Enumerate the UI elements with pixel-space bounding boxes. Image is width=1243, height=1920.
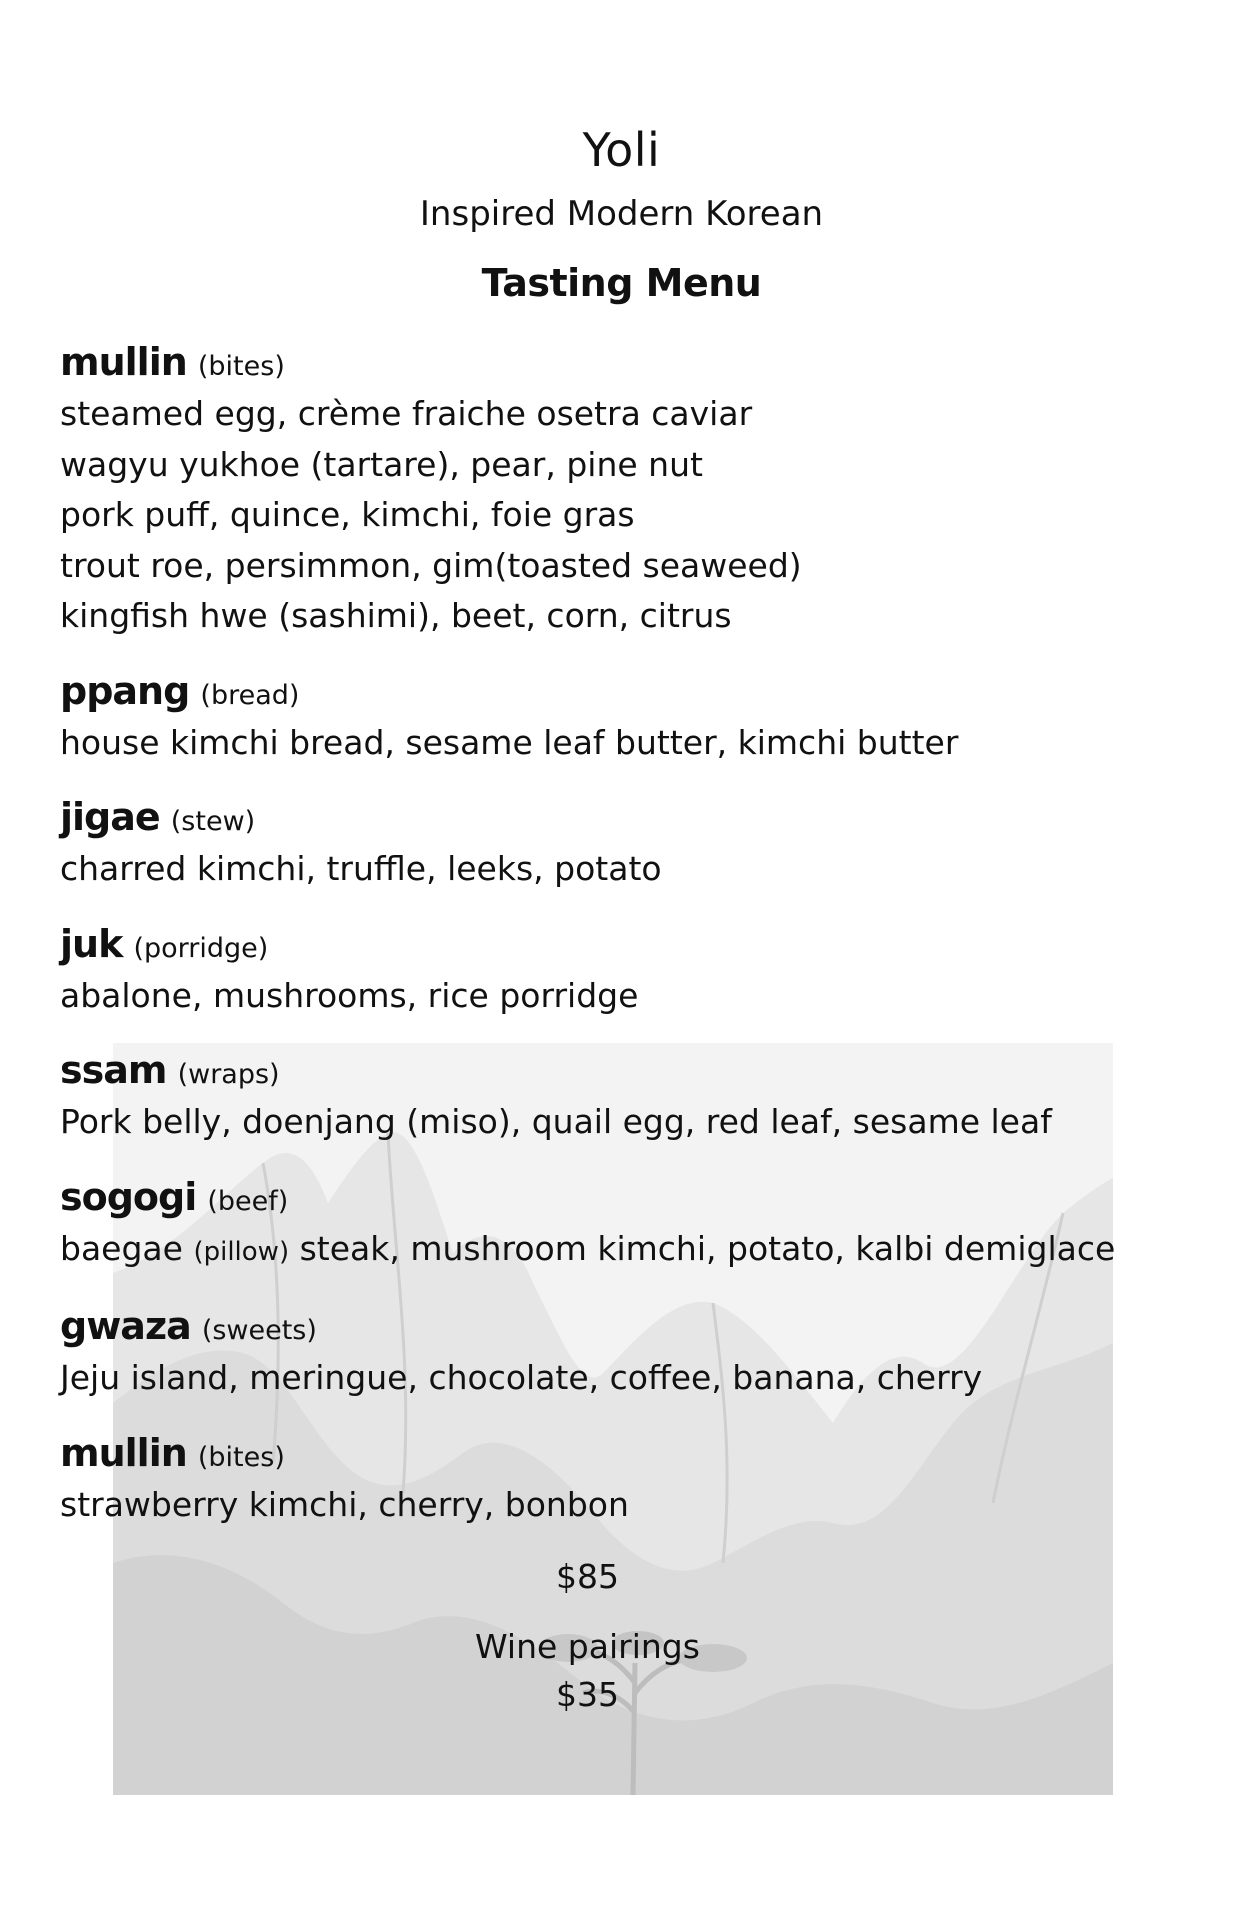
dish-item: abalone, mushrooms, rice porridge — [60, 975, 639, 1015]
course-heading — [60, 1426, 1180, 1480]
dish-item — [60, 1224, 1180, 1278]
dish-text: steak, mushroom kimchi, potato, kalbi demiglace — [299, 1228, 1116, 1268]
course-name: gwaza — [60, 1304, 191, 1348]
wine-pairings-label: Wine pairings — [475, 1627, 700, 1666]
dish-item: steamed egg, crème fraiche osetra caviar — [60, 394, 753, 433]
restaurant-subtitle: Inspired Modern Korean — [419, 194, 824, 234]
course-note: (beef) — [207, 1185, 289, 1217]
course-ppang — [60, 664, 1180, 769]
dish-item: kingfish hwe (sashimi), beet, corn, citrus — [60, 596, 732, 635]
course-heading — [60, 664, 1180, 718]
dish-text: baegae — [60, 1228, 183, 1268]
course-note: (stew) — [170, 806, 256, 837]
dish-item: wagyu yukhoe (tartare), pear, pine nut — [60, 444, 703, 484]
course-note: (bites) — [197, 351, 285, 382]
course-note: (bites) — [197, 1441, 285, 1473]
course-name: mullin — [60, 1430, 187, 1475]
course-heading — [60, 335, 1180, 389]
dish-item: house kimchi bread, sesame leaf butter, kimchi butter — [60, 722, 959, 762]
course-name: juk — [60, 921, 123, 966]
course-note: (porridge) — [133, 932, 269, 964]
dish-note: (pillow) — [193, 1236, 290, 1267]
course-name: ppang — [60, 668, 190, 713]
course-heading — [60, 790, 1180, 844]
course-heading — [60, 1299, 1180, 1353]
course-juk — [60, 917, 1180, 1022]
course-ssam — [60, 1043, 1180, 1148]
course-name: sogogi — [60, 1174, 197, 1219]
course-name: jigae — [60, 795, 160, 839]
course-mullin-final — [60, 1426, 1180, 1531]
dish-item: charred kimchi, truffle, leeks, potato — [60, 849, 662, 888]
course-name: mullin — [60, 340, 187, 384]
course-note: (sweets) — [201, 1315, 317, 1346]
course-list — [60, 335, 1180, 1552]
dish-item: Pork belly, doenjang (miso), quail egg, red leaf, sesame leaf — [60, 1102, 1052, 1141]
menu-footer — [0, 1553, 1175, 1719]
menu-price: $85 — [556, 1557, 619, 1596]
menu-header — [0, 120, 1243, 308]
menu-title: Tasting Menu — [481, 261, 762, 305]
course-heading — [60, 917, 1180, 971]
dish-item: strawberry kimchi, cherry, bonbon — [60, 1484, 629, 1524]
restaurant-name: Yoli — [582, 123, 661, 177]
course-sogogi — [60, 1170, 1180, 1278]
course-note: (wraps) — [177, 1059, 280, 1090]
course-jigae — [60, 790, 1180, 895]
dish-item: pork puff, quince, kimchi, foie gras — [60, 495, 635, 534]
course-mullin — [60, 335, 1180, 642]
course-gwaza — [60, 1299, 1180, 1404]
course-name: ssam — [60, 1048, 167, 1092]
wine-pairings-price: $35 — [556, 1675, 619, 1714]
dish-item: trout roe, persimmon, gim(toasted seaweed) — [60, 545, 802, 585]
course-heading — [60, 1043, 1180, 1097]
course-heading — [60, 1170, 1180, 1224]
course-note: (bread) — [200, 679, 300, 711]
dish-item: Jeju island, meringue, chocolate, coffee, banana, cherry — [60, 1358, 983, 1397]
